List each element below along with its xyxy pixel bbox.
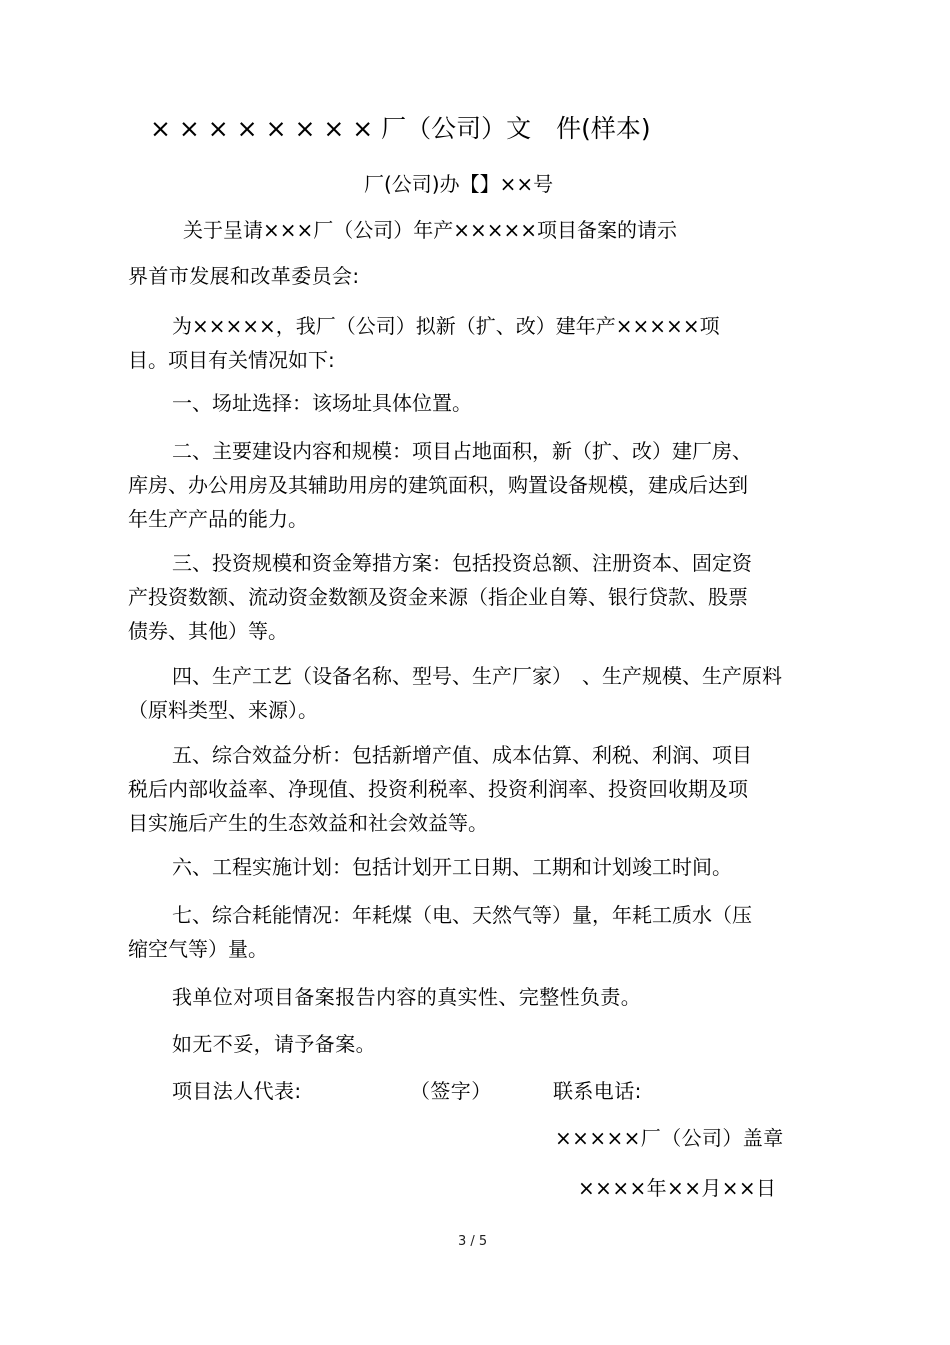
document-subject: 关于呈请×××厂（公司）年产×××××项目备案的请示 xyxy=(183,218,678,242)
document-number: 厂(公司)办【】××号 xyxy=(364,172,554,196)
item-investment-plan xyxy=(128,546,818,648)
item-construction-content xyxy=(128,434,818,536)
item5-line-3: 目实施后产生的生态效益和社会效益等。 xyxy=(128,811,488,835)
item2-line-1: 二、主要建设内容和规模：项目占地面积，新（扩、改）建厂房、 xyxy=(172,439,752,463)
item7-line-1: 七、综合耗能情况：年耗煤（电、天然气等）量，年耗工质水（压 xyxy=(172,903,752,927)
item1-line-1: 一、场址选择：该场址具体位置。 xyxy=(172,391,472,415)
item5-line-1: 五、综合效益分析：包括新增产值、成本估算、利税、利润、项目 xyxy=(172,743,752,767)
item3-line-3: 债券、其他）等。 xyxy=(128,619,288,643)
item2-line-2: 库房、办公用房及其辅助用房的建筑面积，购置设备规模，建成后达到 xyxy=(128,473,748,497)
phone-label: 联系电话: xyxy=(553,1079,642,1103)
recipient: 界首市发展和改革委员会: xyxy=(128,264,360,288)
document-date: ××××年××月××日 xyxy=(578,1176,777,1200)
item3-line-2: 产投资数额、流动资金数额及资金来源（指企业自筹、银行贷款、股票 xyxy=(128,585,748,609)
item4-line-2: （原料类型、来源）。 xyxy=(128,698,318,722)
item-benefit-analysis xyxy=(128,738,818,840)
closing-request: 如无不妥，请予备案。 xyxy=(172,1032,376,1056)
item-energy-consumption xyxy=(128,898,818,966)
item3-line-1: 三、投资规模和资金筹措方案：包括投资总额、注册资本、固定资 xyxy=(172,551,752,575)
responsibility-statement: 我单位对项目备案报告内容的真实性、完整性负责。 xyxy=(172,985,642,1009)
intro-line-1: 为×××××，我厂（公司）拟新（扩、改）建年产×××××项 xyxy=(172,314,720,338)
item-implementation-plan xyxy=(128,850,818,884)
signature-label: （签字） xyxy=(410,1079,492,1103)
document-title: × × × × × × × × 厂（公司）文 件(样本) xyxy=(150,114,651,143)
intro-paragraph xyxy=(128,309,818,377)
intro-line-2: 目。项目有关情况如下: xyxy=(128,348,335,372)
item2-line-3: 年生产产品的能力。 xyxy=(128,507,308,531)
legal-rep-label: 项目法人代表: xyxy=(172,1079,302,1103)
item-production-process xyxy=(128,659,818,727)
company-seal: ×××××厂（公司）盖章 xyxy=(555,1126,784,1150)
item-site-selection xyxy=(128,386,818,420)
item7-line-2: 缩空气等）量。 xyxy=(128,937,268,961)
page-indicator: 3 / 5 xyxy=(458,1234,488,1249)
item4-line-1: 四、生产工艺（设备名称、型号、生产厂家） 、生产规模、生产原料 xyxy=(172,664,782,688)
item6-line-1: 六、工程实施计划：包括计划开工日期、工期和计划竣工时间。 xyxy=(172,855,732,879)
item5-line-2: 税后内部收益率、净现值、投资利税率、投资利润率、投资回收期及项 xyxy=(128,777,748,801)
